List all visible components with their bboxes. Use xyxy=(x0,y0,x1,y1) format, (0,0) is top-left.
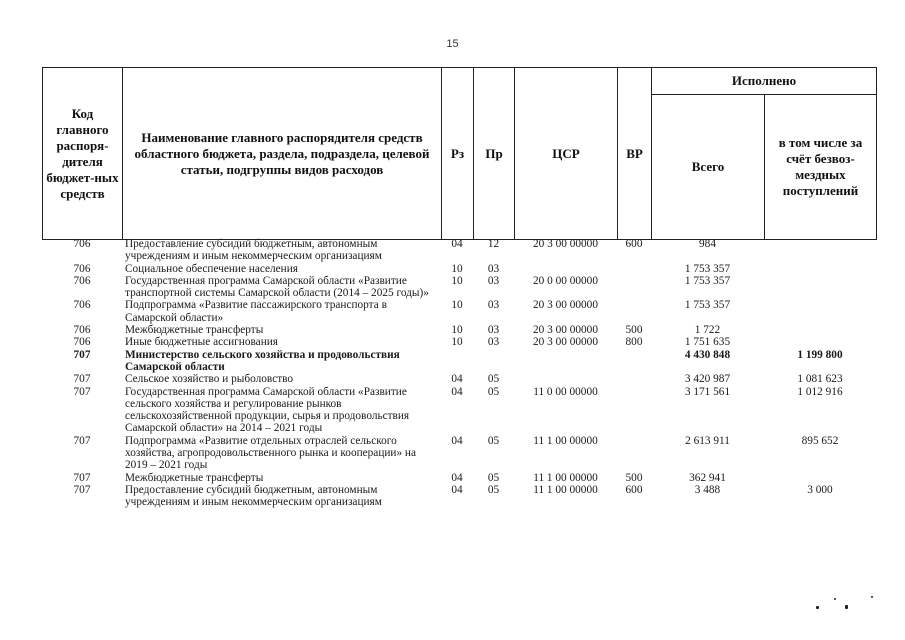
table-row xyxy=(42,275,876,300)
cell-vr xyxy=(617,349,651,374)
cell-pr: 05 xyxy=(487,471,500,484)
scan-specks xyxy=(808,594,878,614)
header-csr: ЦСР xyxy=(515,68,618,240)
cell-kod: 706 xyxy=(73,299,91,312)
cell-name: Подпрограмма «Развитие пассажирского транспорта в Самарской области» xyxy=(125,299,387,324)
cell-rz: 10 xyxy=(451,274,463,287)
cell-bez xyxy=(764,299,876,324)
table-row xyxy=(42,373,876,385)
cell-pr: 05 xyxy=(487,373,500,386)
cell-name: Социальное обеспечение населения xyxy=(125,262,298,275)
cell-pr: 03 xyxy=(487,262,500,275)
cell-csr: 20 0 00 00000 xyxy=(533,274,598,287)
cell-name: Сельское хозяйство и рыболовство xyxy=(125,373,294,386)
cell-rz: 04 xyxy=(451,471,463,484)
cell-name: Иные бюджетные ассигнования xyxy=(125,336,278,349)
cell-name: Министерство сельского хозяйства и продовольствия Самарской области xyxy=(125,348,400,373)
table-row xyxy=(42,336,876,348)
header-vsego: Всего xyxy=(652,95,765,240)
cell-total: 984 xyxy=(699,238,716,250)
table-row xyxy=(42,349,876,374)
cell-bez xyxy=(764,336,876,348)
cell-total: 3 420 987 xyxy=(684,373,731,386)
cell-csr xyxy=(514,263,617,275)
cell-kod: 706 xyxy=(73,336,91,349)
cell-csr: 20 3 00 00000 xyxy=(533,238,598,250)
table-row xyxy=(42,324,876,336)
cell-vr: 600 xyxy=(625,483,643,496)
header-ispolneno: Исполнено xyxy=(652,68,877,95)
cell-name: Межбюджетные трансферты xyxy=(125,471,264,484)
cell-pr: 03 xyxy=(487,324,500,337)
cell-total: 1 753 357 xyxy=(684,262,731,275)
cell-csr: 11 1 00 00000 xyxy=(533,434,598,447)
cell-kod: 707 xyxy=(73,471,91,484)
cell-total: 3 488 xyxy=(694,483,721,496)
header-name: Наименование главного распорядителя средств областного бюджета, раздела, подраздела, целевой статьи, подгруппы видов расходов xyxy=(123,68,442,240)
cell-bez xyxy=(764,472,876,484)
table-row xyxy=(42,386,876,435)
cell-vr xyxy=(617,299,651,324)
cell-bez xyxy=(764,238,876,263)
cell-vr xyxy=(617,263,651,275)
cell-total: 1 753 357 xyxy=(684,299,731,312)
cell-rz: 10 xyxy=(451,336,463,349)
cell-name: Государственная программа Самарской области «Развитие транспортной системы Самарской области (2014 – 2025 годы)» xyxy=(125,274,429,300)
page-number: 15 xyxy=(446,38,459,50)
cell-name: Подпрограмма «Развитие отдельных отраслей сельского хозяйства, агропродовольственного рынка и кооперации» на 2019 – 2021 годы xyxy=(125,434,416,472)
cell-bez: 3 000 xyxy=(807,483,833,496)
cell-name: Предоставление субсидий бюджетным, автономным учреждениям и иным некоммерческим организациям xyxy=(125,238,382,263)
cell-csr: 20 3 00 00000 xyxy=(533,336,598,349)
cell-vr: 600 xyxy=(625,238,643,250)
header-vr: ВР xyxy=(618,68,652,240)
table-header xyxy=(42,67,877,240)
cell-csr: 11 1 00 00000 xyxy=(533,483,598,496)
cell-rz: 10 xyxy=(451,324,463,337)
cell-csr xyxy=(514,373,617,385)
cell-pr: 03 xyxy=(487,336,500,349)
cell-rz: 04 xyxy=(451,434,463,447)
cell-rz: 04 xyxy=(451,385,463,398)
cell-vr xyxy=(617,373,651,385)
cell-total: 3 171 561 xyxy=(684,385,731,398)
cell-bez xyxy=(764,324,876,336)
cell-rz: 10 xyxy=(451,262,463,275)
cell-bez xyxy=(764,263,876,275)
cell-kod: 707 xyxy=(73,385,91,398)
cell-csr xyxy=(514,349,617,374)
cell-vr: 500 xyxy=(625,324,643,337)
cell-total: 1 753 357 xyxy=(684,274,731,287)
cell-name: Предоставление субсидий бюджетным, автономным учреждениям и иным некоммерческим организациям xyxy=(125,483,382,509)
cell-bez: 1 012 916 xyxy=(797,385,843,398)
cell-name: Государственная программа Самарской области «Развитие сельского хозяйства и регулирование рынков сельскохозяйственной продукции, сырья и продовольствия Самарской области» на 2014 – 2021 годы xyxy=(125,385,410,435)
table-row xyxy=(42,238,876,263)
cell-kod: 706 xyxy=(73,238,91,250)
cell-vr xyxy=(617,386,651,435)
cell-total: 1 722 xyxy=(694,324,721,337)
cell-total: 4 430 848 xyxy=(684,348,731,361)
header-pr: Пр xyxy=(474,68,515,240)
cell-pr: 05 xyxy=(487,483,500,496)
cell-kod: 707 xyxy=(73,483,91,496)
cell-total: 1 751 635 xyxy=(684,336,731,349)
cell-csr: 20 3 00 00000 xyxy=(533,299,598,312)
cell-rz: 04 xyxy=(451,238,463,250)
cell-total: 362 941 xyxy=(689,471,726,484)
cell-vr: 800 xyxy=(625,336,643,349)
cell-kod: 707 xyxy=(73,373,91,386)
cell-vr xyxy=(617,275,651,300)
header-kod: Код главного распоря-дителя бюджет-ных средств xyxy=(43,68,123,240)
table-row xyxy=(42,263,876,275)
cell-pr: 05 xyxy=(487,385,500,398)
cell-pr: 03 xyxy=(487,299,500,312)
cell-pr: 12 xyxy=(487,238,500,250)
cell-rz xyxy=(441,349,473,374)
cell-vr: 500 xyxy=(625,471,643,484)
table-row xyxy=(42,299,876,324)
cell-bez: 1 081 623 xyxy=(797,373,843,386)
cell-kod: 706 xyxy=(73,274,91,287)
cell-kod: 706 xyxy=(73,324,91,337)
cell-rz: 10 xyxy=(451,299,463,312)
table-row xyxy=(42,472,876,484)
cell-pr: 03 xyxy=(487,274,500,287)
cell-kod: 707 xyxy=(73,348,91,361)
table-row xyxy=(42,484,876,509)
cell-bez xyxy=(764,275,876,300)
cell-pr xyxy=(473,349,514,374)
cell-rz: 04 xyxy=(451,373,463,386)
cell-csr: 11 0 00 00000 xyxy=(533,385,598,398)
cell-name: Межбюджетные трансферты xyxy=(125,324,264,337)
cell-rz: 04 xyxy=(451,483,463,496)
header-bezvozm: в том числе за счёт безвоз-мездных поступлений xyxy=(765,95,877,240)
cell-kod: 707 xyxy=(73,434,91,447)
cell-total: 2 613 911 xyxy=(685,434,730,447)
table-body xyxy=(42,238,876,509)
cell-bez: 1 199 800 xyxy=(797,348,843,361)
cell-kod: 706 xyxy=(73,262,91,275)
cell-pr: 05 xyxy=(487,434,500,447)
cell-vr xyxy=(617,435,651,472)
cell-csr: 11 1 00 00000 xyxy=(533,471,598,484)
cell-csr: 20 3 00 00000 xyxy=(533,324,598,337)
cell-bez: 895 652 xyxy=(801,434,839,447)
table-row xyxy=(42,435,876,472)
header-rz: Рз xyxy=(442,68,474,240)
